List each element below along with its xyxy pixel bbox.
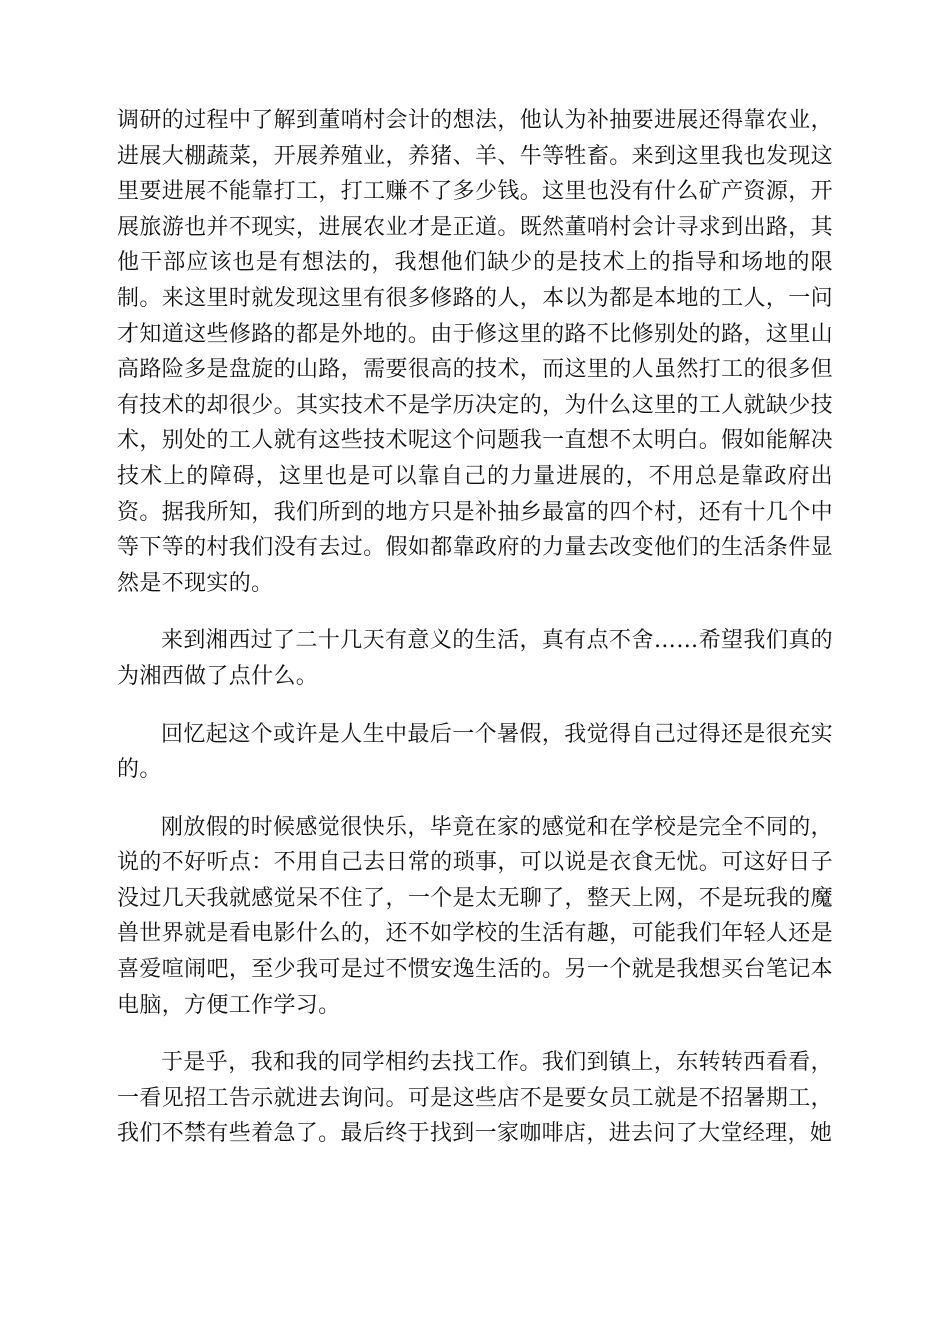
paragraph-5: 于是乎，我和我的同学相约去找工作。我们到镇上，东转转西看看，一看见招工告示就进去询问。可是这些店不是要女员工就是不招暑期工，我们不禁有些着急了。最后终于找到一家咖啡店，进去问了大堂经理，她 (117, 1050, 833, 1147)
document-body (117, 103, 833, 1174)
paragraph-2: 来到湘西过了二十几天有意义的生活，真有点不舍……希望我们真的为湘西做了点什么。 (117, 628, 833, 689)
paragraph-1: 调研的过程中了解到董哨村会计的想法，他认为补抽要进展还得靠农业，进展大棚蔬菜，开展养殖业，养猪、羊、牛等牲畜。来到这里我也发现这里要进展不能靠打工，打工赚不了多少钱。这里也没有什么矿产资源，开展旅游也并不现实，进展农业才是正道。既然董哨村会计寻求到出路，其他干部应该也是有想法的，我想他们缺少的是技术上的指导和场地的限制。来这里时就发现这里有很多修路的人，本以为都是本地的工人，一问才知道这些修路的都是外地的。由于修这里的路不比修别处的路，这里山高路险多是盘旋的山路，需要很高的技术，而这里的人虽然打工的很多但有技术的却很少。其实技术不是学历决定的，为什么这里的工人就缺少技术，别处的工人就有这些技术呢这个问题我一直想不太明白。假如能解决技术上的障碍，这里也是可以靠自己的力量进展的，不用总是靠政府出资。据我所知，我们所到的地方只是补抽乡最富的四个村，还有十几个中等下等的村我们没有去过。假如都靠政府的力量去改变他们的生活条件显然是不现实的。 (117, 108, 833, 596)
paragraph-4: 刚放假的时候感觉很快乐，毕竟在家的感觉和在学校是完全不同的，说的不好听点：不用自己去日常的琐事，可以说是衣食无忧。可这好日子没过几天我就感觉呆不住了，一个是太无聊了，整天上网，不是玩我的魔兽世界就是看电影什么的，还不如学校的生活有趣，可能我们年轻人还是喜爱喧闹吧，至少我可是过不惯安逸生活的。另一个就是我想买台笔记本电脑，方便工作学习。 (117, 814, 833, 1018)
paragraph-3: 回忆起这个或许是人生中最后一个暑假，我觉得自己过得还是很充实的。 (117, 721, 833, 783)
